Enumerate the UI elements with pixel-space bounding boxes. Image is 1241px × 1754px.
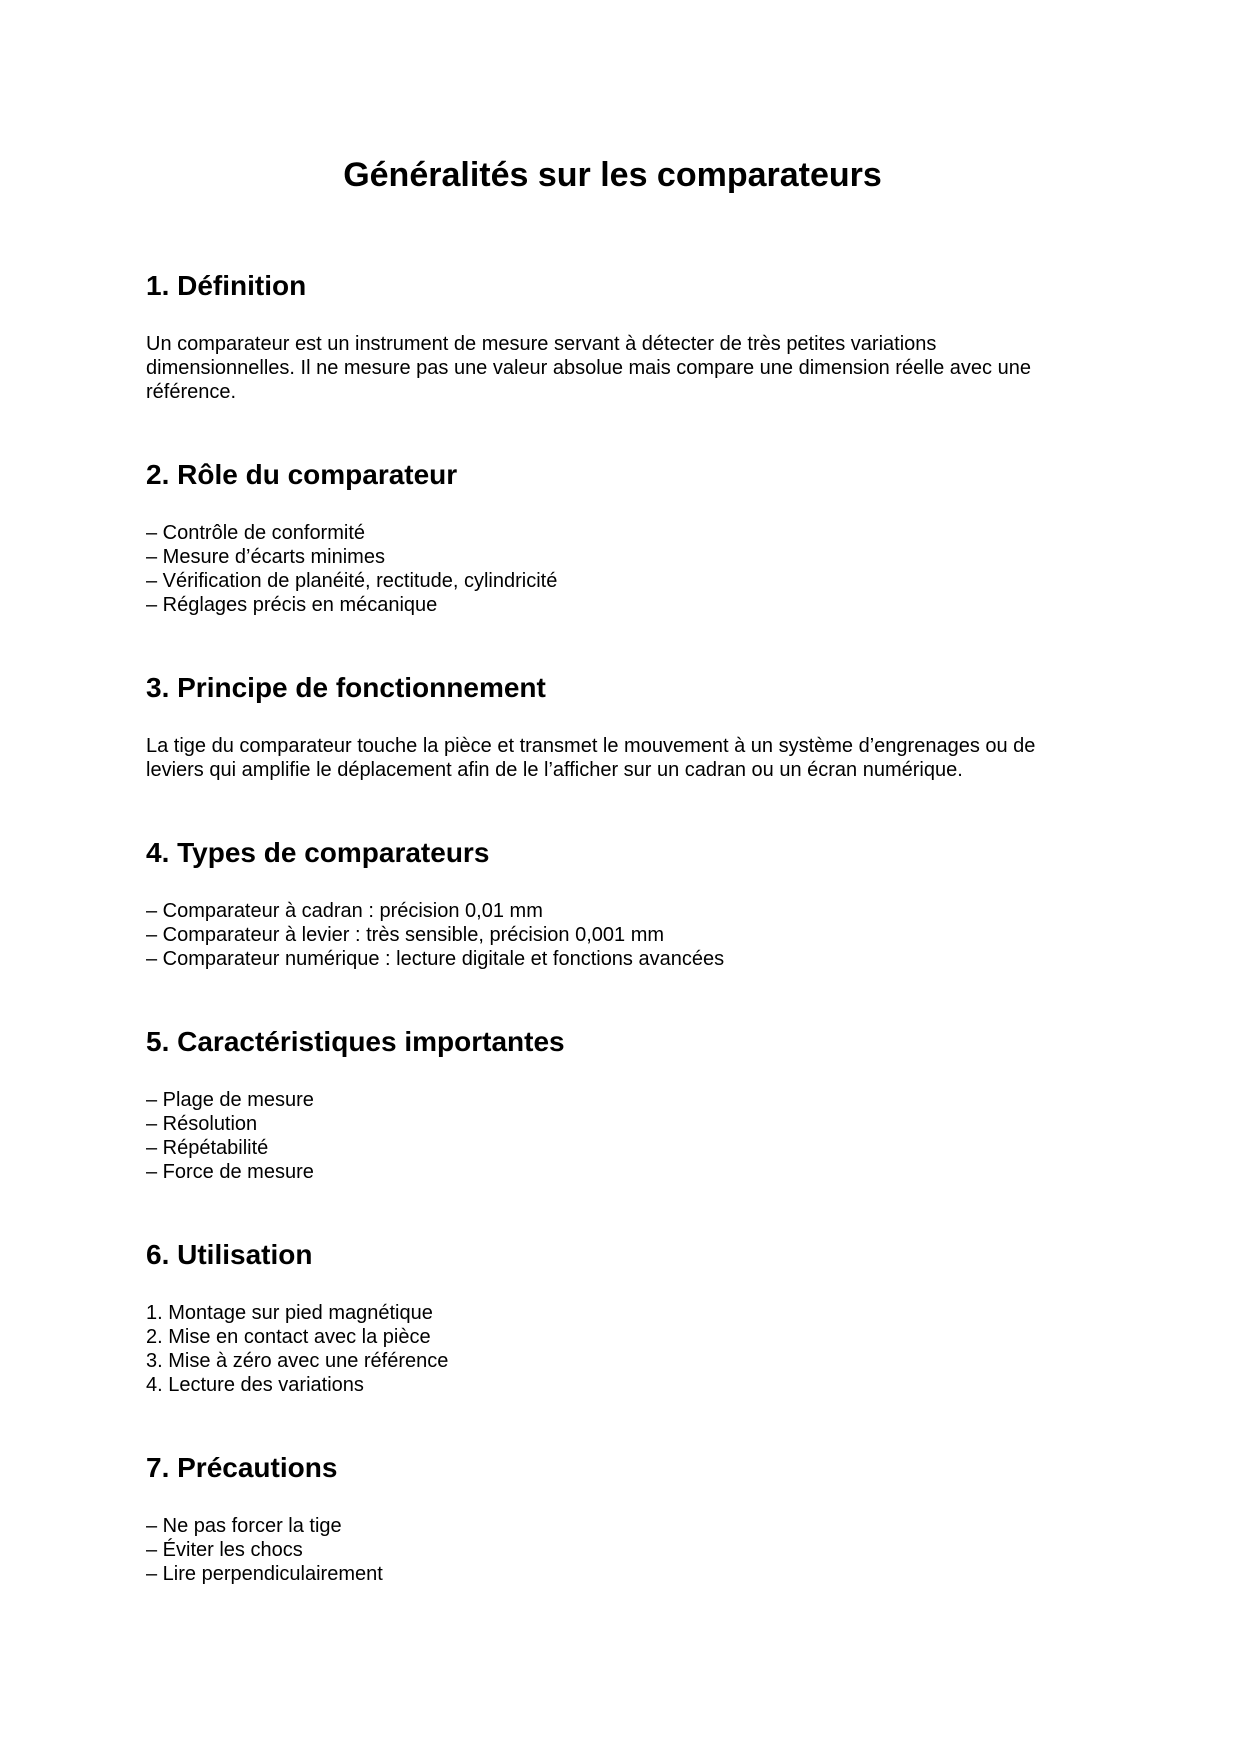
list-item: 3. Mise à zéro avec une référence — [146, 1350, 449, 1372]
section-role — [146, 459, 1079, 617]
list-item: – Contrôle de conformité — [146, 522, 366, 544]
list-item: – Éviter les chocs — [146, 1539, 303, 1561]
section-definition — [146, 270, 1079, 404]
section-3-paragraph: La tige du comparateur touche la pièce et transmet le mouvement à un système d’engrenages ou de leviers qui amplifie le déplacement afin de le l’afficher sur un cadran ou un écran numérique. — [146, 735, 1036, 781]
section-5-heading: 5. Caractéristiques importantes — [146, 1026, 565, 1057]
list-item: – Plage de mesure — [146, 1089, 314, 1111]
section-3-heading: 3. Principe de fonctionnement — [146, 672, 546, 703]
list-item: – Vérification de planéité, rectitude, cylindricité — [146, 570, 558, 592]
list-item: 2. Mise en contact avec la pièce — [146, 1326, 431, 1348]
list-item: – Lire perpendiculairement — [146, 1563, 383, 1585]
section-7-list — [146, 1514, 1079, 1586]
list-item: – Force de mesure — [146, 1161, 314, 1183]
section-2-heading: 2. Rôle du comparateur — [146, 459, 458, 490]
section-6-list — [146, 1301, 1079, 1397]
section-types — [146, 837, 1079, 971]
section-caracteristiques — [146, 1026, 1079, 1184]
section-4-heading: 4. Types de comparateurs — [146, 837, 490, 868]
section-utilisation — [146, 1239, 1079, 1397]
section-precautions — [146, 1452, 1079, 1586]
list-item: – Mesure d’écarts minimes — [146, 546, 385, 568]
section-1-heading: 1. Définition — [146, 270, 307, 301]
section-5-list — [146, 1088, 1079, 1184]
section-6-heading: 6. Utilisation — [146, 1239, 313, 1270]
list-item: – Résolution — [146, 1113, 258, 1135]
section-1-paragraph: Un comparateur est un instrument de mesure servant à détecter de très petites variations dimensionnelles. Il ne mesure pas une valeur absolue mais compare une dimension réelle avec une référence. — [146, 333, 1031, 403]
section-principe — [146, 672, 1079, 782]
list-item: 1. Montage sur pied magnétique — [146, 1302, 433, 1324]
list-item: – Comparateur à levier : très sensible, précision 0,001 mm — [146, 924, 665, 946]
section-2-list — [146, 521, 1079, 617]
list-item: 4. Lecture des variations — [146, 1374, 364, 1396]
list-item: – Réglages précis en mécanique — [146, 594, 438, 616]
list-item: – Ne pas forcer la tige — [146, 1515, 342, 1537]
list-item: – Comparateur à cadran : précision 0,01 mm — [146, 900, 543, 922]
section-7-heading: 7. Précautions — [146, 1452, 338, 1483]
list-item: – Comparateur numérique : lecture digitale et fonctions avancées — [146, 948, 725, 970]
list-item: – Répétabilité — [146, 1137, 269, 1159]
section-4-list — [146, 899, 1079, 971]
document-title: Généralités sur les comparateurs — [343, 156, 882, 194]
